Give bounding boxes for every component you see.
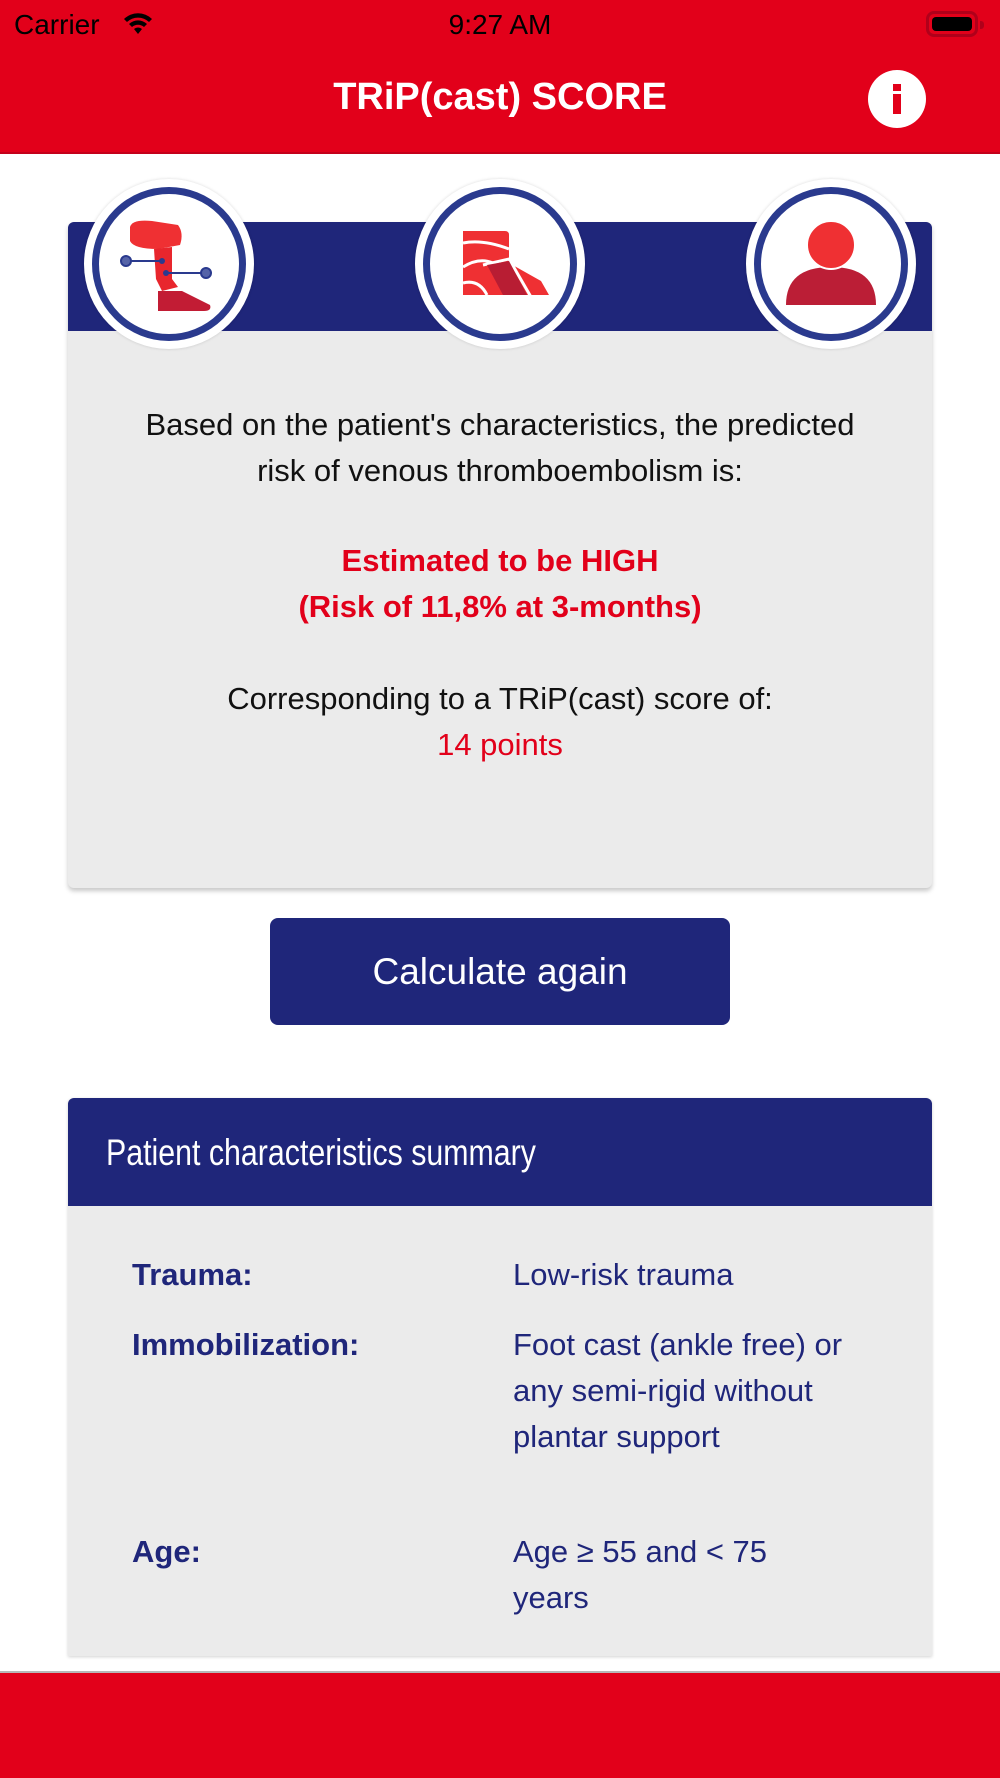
summary-title: Patient characteristics summary xyxy=(106,1132,536,1173)
app-header xyxy=(0,0,1000,154)
foot-cast-icon xyxy=(415,179,585,349)
status-bar xyxy=(0,0,1000,50)
calculate-again-button[interactable]: Calculate again xyxy=(270,918,730,1025)
info-icon[interactable] xyxy=(868,70,926,128)
patient-icon xyxy=(746,179,916,349)
page-title: TRiP(cast) SCORE xyxy=(333,76,667,118)
risk-detail: (Risk of 11,8% at 3-months) xyxy=(298,589,702,624)
result-card xyxy=(68,222,932,888)
summary-row-value: Foot cast (ankle free) or any semi-rigid without plantar support xyxy=(513,1327,843,1454)
battery-icon xyxy=(926,11,978,37)
clock: 9:27 AM xyxy=(448,9,552,40)
risk-intro-text: Based on the patient's characteristics, the predicted risk of venous thromboembolism is: xyxy=(145,407,855,488)
score-label: Corresponding to a TRiP(cast) score of: xyxy=(227,681,773,716)
score-value: 14 points xyxy=(437,727,563,762)
patient-summary-card xyxy=(68,1098,932,1656)
summary-row-label: Immobilization: xyxy=(132,1327,360,1362)
footer-bar xyxy=(0,1671,1000,1778)
summary-row-label: Trauma: xyxy=(132,1257,253,1292)
carrier-label: Carrier xyxy=(14,9,100,40)
summary-header xyxy=(68,1098,932,1206)
summary-row-value: Low-risk trauma xyxy=(513,1257,734,1292)
risk-level-label: Estimated to be HIGH xyxy=(341,543,659,578)
summary-row-value: Age ≥ 55 and < 75 years xyxy=(513,1534,768,1615)
risk-level xyxy=(68,538,932,630)
leg-trauma-icon xyxy=(84,179,254,349)
summary-row-label: Age: xyxy=(132,1534,201,1569)
